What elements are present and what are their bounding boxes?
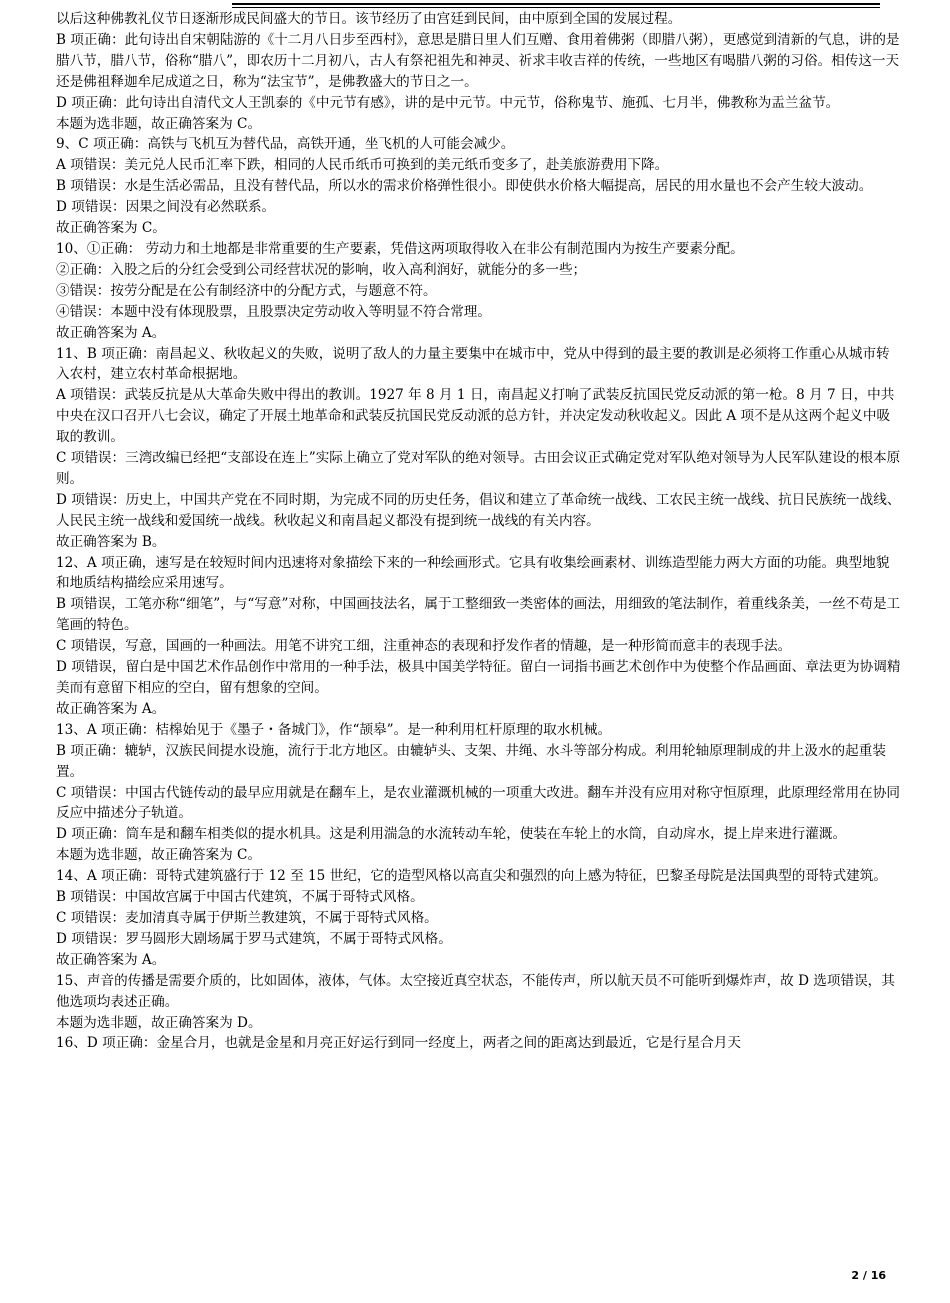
paragraph: D 项错误：因果之间没有必然联系。	[56, 199, 276, 216]
paragraph: D 项错误，留白是中国艺术作品创作中常用的一种手法，极具中国美学特征。留白一词指书画艺术创作中为使整个作品画面、章法更为协调精美而有意留下相应的空白，留有想象的空间。	[56, 659, 901, 696]
paragraph: 10、①正确： 劳动力和土地都是非常重要的生产要素，凭借这两项取得收入在非公有制范围内为按生产要素分配。	[56, 240, 744, 257]
paragraph: 本题为选非题，故正确答案为 C。	[56, 847, 262, 864]
document-body	[56, 9, 902, 1054]
paragraph: ②正确：入股之后的分红会受到公司经营状况的影响，收入高利润好，就能分的多一些；	[56, 261, 587, 278]
paragraph: ④错误：本题中没有体现股票，且股票决定劳动收入等明显不符合常理。	[56, 303, 491, 320]
paragraph: D 项错误：罗马圆形大剧场属于罗马式建筑，不属于哥特式风格。	[56, 930, 452, 947]
paragraph: 16、D 项正确：金星合月，也就是金星和月亮正好运行到同一经度上，两者之间的距离达到最近，它是行星合月天	[56, 1035, 742, 1052]
paragraph: 本题为选非题，故正确答案为 C。	[56, 115, 262, 132]
header-rule-thin	[232, 7, 880, 8]
paragraph: 9、C 项正确：高铁与飞机互为替代品，高铁开通，坐飞机的人可能会减少。	[56, 136, 515, 153]
paragraph: 故正确答案为 A。	[56, 951, 166, 968]
paragraph: A 项错误：武装反抗是从大革命失败中得出的教训。1927 年 8 月 1 日，南昌起义打响了武装反抗国民党反动派的第一枪。8 月 7 日，中共中央在汉口召开八七会议，确定了开展土地革命和武装反抗国民党反动派的总方针，并决定发动秋收起义。因此 A 项不是从这两个起义中吸取的教训。	[56, 387, 895, 446]
paragraph: ③错误：按劳分配是在公有制经济中的分配方式，与题意不符。	[56, 282, 437, 299]
paragraph: A 项错误：美元兑人民币汇率下跌，相同的人民币纸币可换到的美元纸币变多了，赴美旅游费用下降。	[56, 157, 669, 174]
paragraph: D 项正确：此句诗出自清代文人王凯泰的《中元节有感》，讲的是中元节。中元节，俗称鬼节、施孤、七月半，佛教称为盂兰盆节。	[56, 94, 840, 111]
paragraph: C 项错误：三湾改编已经把“支部设在连上”实际上确立了党对军队的绝对领导。古田会议正式确定党对军队绝对领导为人民军队建设的根本原则。	[56, 450, 901, 487]
paragraph: 故正确答案为 C。	[56, 220, 166, 237]
paragraph: C 项错误：中国古代链传动的最早应用就是在翻车上，是农业灌溉机械的一项重大改进。翻车并没有应用对称守恒原理，此原理经常用在协同反应中描述分子轨道。	[56, 784, 900, 822]
paragraph: 13、A 项正确：桔槔始见于《墨子・备城门》，作“颉皋”。是一种利用杠杆原理的取水机械。	[56, 721, 612, 738]
paragraph: 14、A 项正确：哥特式建筑盛行于 12 至 15 世纪，它的造型风格以高直尖和强烈的向上感为特征，巴黎圣母院是法国典型的哥特式建筑。	[56, 868, 887, 885]
paragraph: B 项正确：辘轳，汉族民间提水设施，流行于北方地区。由辘轳头、支架、井绳、水斗等部分构成。利用轮轴原理制成的井上汲水的起重装置。	[56, 742, 886, 780]
paragraph: D 项正确：筒车是和翻车相类似的提水机具。这是利用湍急的水流转动车轮，使装在车轮上的水筒，自动戽水，提上岸来进行灌溉。	[56, 826, 847, 843]
paragraph: 本题为选非题，故正确答案为 D。	[56, 1014, 262, 1031]
paragraph: 11、B 项正确：南昌起义、秋收起义的失败，说明了敌人的力量主要集中在城市中，党从中得到的最主要的教训是必须将工作重心从城市转入农村，建立农村革命根据地。	[56, 345, 890, 383]
header-rule	[232, 3, 880, 5]
paragraph: 以后这种佛教礼仪节日逐渐形成民间盛大的节日。该节经历了由宫廷到民间，由中原到全国的发展过程。	[56, 11, 682, 27]
paragraph: C 项错误，写意，国画的一种画法。用笔不讲究工细，注重神态的表现和抒发作者的情趣，是一种形简而意丰的表现手法。	[56, 638, 792, 655]
page-number: 2 / 16	[851, 1269, 886, 1282]
paragraph: 故正确答案为 B。	[56, 533, 166, 550]
paragraph: B 项错误：中国故宫属于中国古代建筑，不属于哥特式风格。	[56, 889, 424, 906]
paragraph: C 项错误：麦加清真寺属于伊斯兰教建筑，不属于哥特式风格。	[56, 909, 438, 926]
paragraph: 故正确答案为 A。	[56, 324, 166, 341]
paragraph: B 项正确：此句诗出自宋朝陆游的《十二月八日步至西村》，意思是腊日里人们互赠、食用着佛粥（即腊八粥），更感觉到清新的气息，讲的是腊八节，腊八节，俗称“腊八”，即农历十二月初八，古人有祭祀祖先和神灵、祈求丰收吉祥的传统，一些地区有喝腊八粥的习俗。相传这一天还是佛祖释迦牟尼成道之日，称为“法宝节”，是佛教盛大的节日之一。	[56, 31, 900, 90]
paragraph: B 项错误，工笔亦称“细笔”，与“写意”对称，中国画技法名，属于工整细致一类密体的画法，用细致的笔法制作，着重线条美，一丝不苟是工笔画的特色。	[56, 596, 901, 634]
paragraph: 故正确答案为 A。	[56, 700, 166, 717]
paragraph: B 项错误：水是生活必需品，且没有替代品，所以水的需求价格弹性很小。即使供水价格大幅提高，居民的用水量也不会产生较大波动。	[56, 178, 873, 195]
paragraph: D 项错误：历史上，中国共产党在不同时期，为完成不同的历史任务，倡议和建立了革命统一战线、工农民主统一战线、抗日民族统一战线、人民民主统一战线和爱国统一战线。秋收起义和南昌起义都没有提到统一战线的有关内容。	[56, 491, 901, 529]
paragraph: 12、A 项正确，速写是在较短时间内迅速将对象描绘下来的一种绘画形式。它具有收集绘画素材、训练造型能力两大方面的功能。典型地貌和地质结构描绘应采用速写。	[56, 554, 890, 592]
paragraph: 15、声音的传播是需要介质的，比如固体，液体，气体。太空接近真空状态，不能传声，所以航天员不可能听到爆炸声，故 D 选项错误，其他选项均表述正确。	[56, 972, 895, 1010]
